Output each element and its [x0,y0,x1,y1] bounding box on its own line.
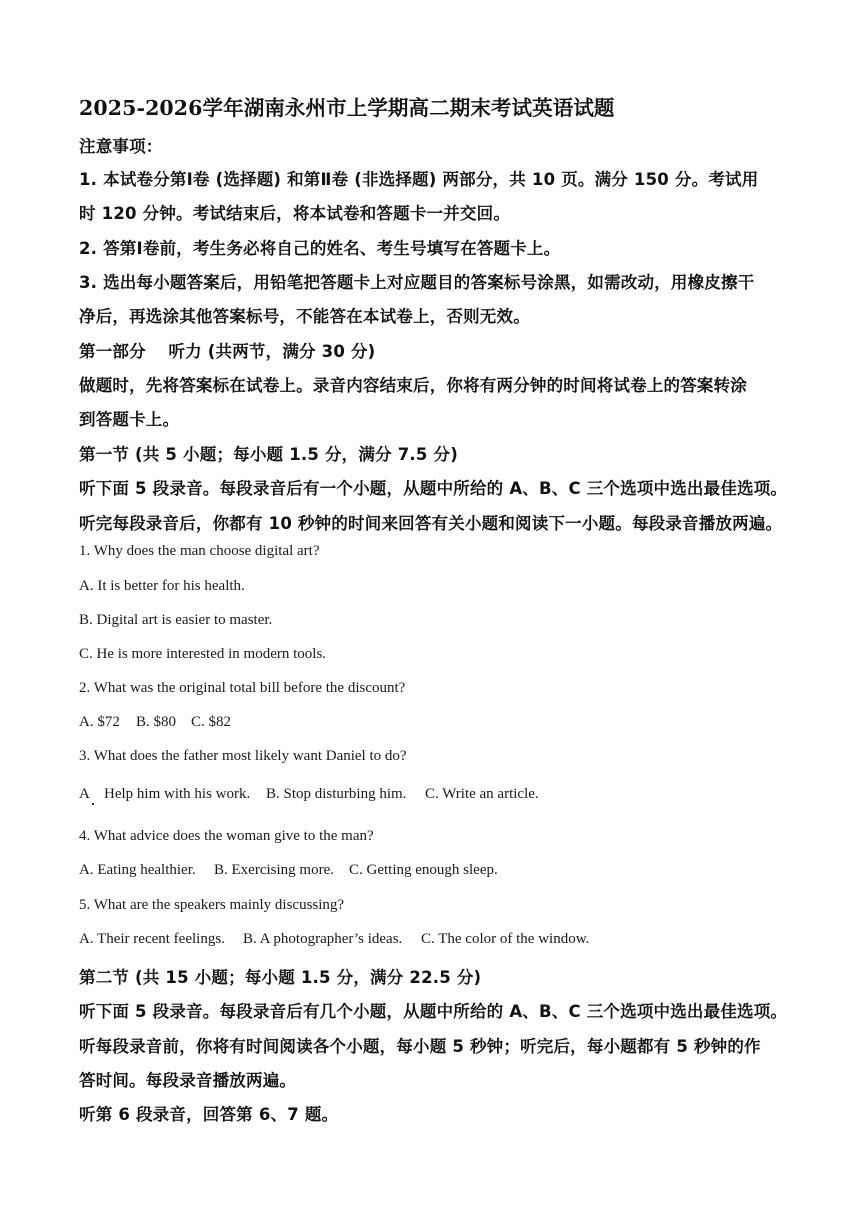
question-4-stem: 4. What advice does the woman give to the man? [79,828,374,844]
section-2-instructions-line-1: 听下面 5 段录音。每段录音后有几个小题，从题中所给的 A、B、C 三个选项中选出最佳选项。 [79,1002,788,1021]
page-title: 2025-2026学年湖南永州市上学期高二期末考试英语试题 [79,96,615,120]
question-2-stem: 2. What was the original total bill before the discount? [79,680,406,696]
question-2-option-b: B. $80 [136,714,177,730]
question-3-option-b: B. Stop disturbing him. [266,786,407,802]
question-4-option-b: B. Exercising more. [214,862,334,878]
question-2-option-a: A. $72 [79,714,120,730]
part-1-instructions-line-2: 到答题卡上。 [79,410,180,429]
stray-dot [92,803,94,805]
question-5-option-c: C. The color of the window. [421,931,590,947]
question-2-option-c: C. $82 [191,714,232,730]
part-1-heading: 第一部分 听力 (共两节，满分 30 分) [79,342,376,361]
recording-6-instruction: 听第 6 段录音，回答第 6、7 题。 [79,1105,339,1124]
question-1-option-a: A. It is better for his health. [79,578,245,594]
section-1-instructions-line-1: 听下面 5 段录音。每段录音后有一个小题，从题中所给的 A、B、C 三个选项中选出最佳选项。 [79,479,788,498]
notice-item-3-line-1: 3. 选出每小题答案后，用铅笔把答题卡上对应题目的答案标号涂黑，如需改动，用橡皮擦干 [79,273,755,292]
part-1-instructions-line-1: 做题时，先将答案标在试卷上。录音内容结束后，你将有两分钟的时间将试卷上的答案转涂 [79,376,747,395]
question-3-options [79,782,539,803]
question-1-option-b: B. Digital art is easier to master. [79,612,273,628]
question-5-option-b: B. A photographer’s ideas. [243,931,403,947]
section-2-instructions-line-3: 答时间。每段录音播放两遍。 [79,1071,297,1090]
question-1-stem: 1. Why does the man choose digital art? [79,543,320,559]
question-4-option-c: C. Getting enough sleep. [349,862,498,878]
question-5-options [79,931,589,948]
question-3-stem: 3. What does the father most likely want Daniel to do? [79,748,407,764]
question-4-option-a: A. Eating healthier. [79,862,196,878]
question-1-option-c: C. He is more interested in modern tools. [79,646,327,662]
notice-item-3-line-2: 净后，再选涂其他答案标号，不能答在本试卷上，否则无效。 [79,307,530,326]
notice-heading: 注意事项： [79,137,163,156]
question-5-stem: 5. What are the speakers mainly discussing? [79,897,345,913]
section-1-instructions-line-2: 听完每段录音后，你都有 10 秒钟的时间来回答有关小题和阅读下一小题。每段录音播放两遍。 [79,514,783,533]
section-1-heading: 第一节 (共 5 小题；每小题 1.5 分，满分 7.5 分) [79,445,458,464]
question-3-option-c: C. Write an article. [425,786,539,802]
section-2-instructions-line-2: 听每段录音前，你将有时间阅读各个小题，每小题 5 秒钟；听完后，每小题都有 5 秒钟的作 [79,1037,761,1056]
question-4-options [79,862,498,879]
notice-item-2: 2. 答第Ⅰ卷前，考生务必将自己的姓名、考生号填写在答题卡上。 [79,239,561,258]
question-3-option-a: A Help him with his work. [79,786,251,802]
notice-item-1-line-1: 1. 本试卷分第Ⅰ卷 (选择题) 和第Ⅱ卷 (非选择题) 两部分，共 10 页。满分 150 分。考试用 [79,170,759,189]
notice-item-1-line-2: 时 120 分钟。考试结束后，将本试卷和答题卡一并交回。 [79,204,511,223]
section-2-heading: 第二节 (共 15 小题；每小题 1.5 分，满分 22.5 分) [79,968,482,987]
question-5-option-a: A. Their recent feelings. [79,931,225,947]
question-2-options [79,714,231,731]
